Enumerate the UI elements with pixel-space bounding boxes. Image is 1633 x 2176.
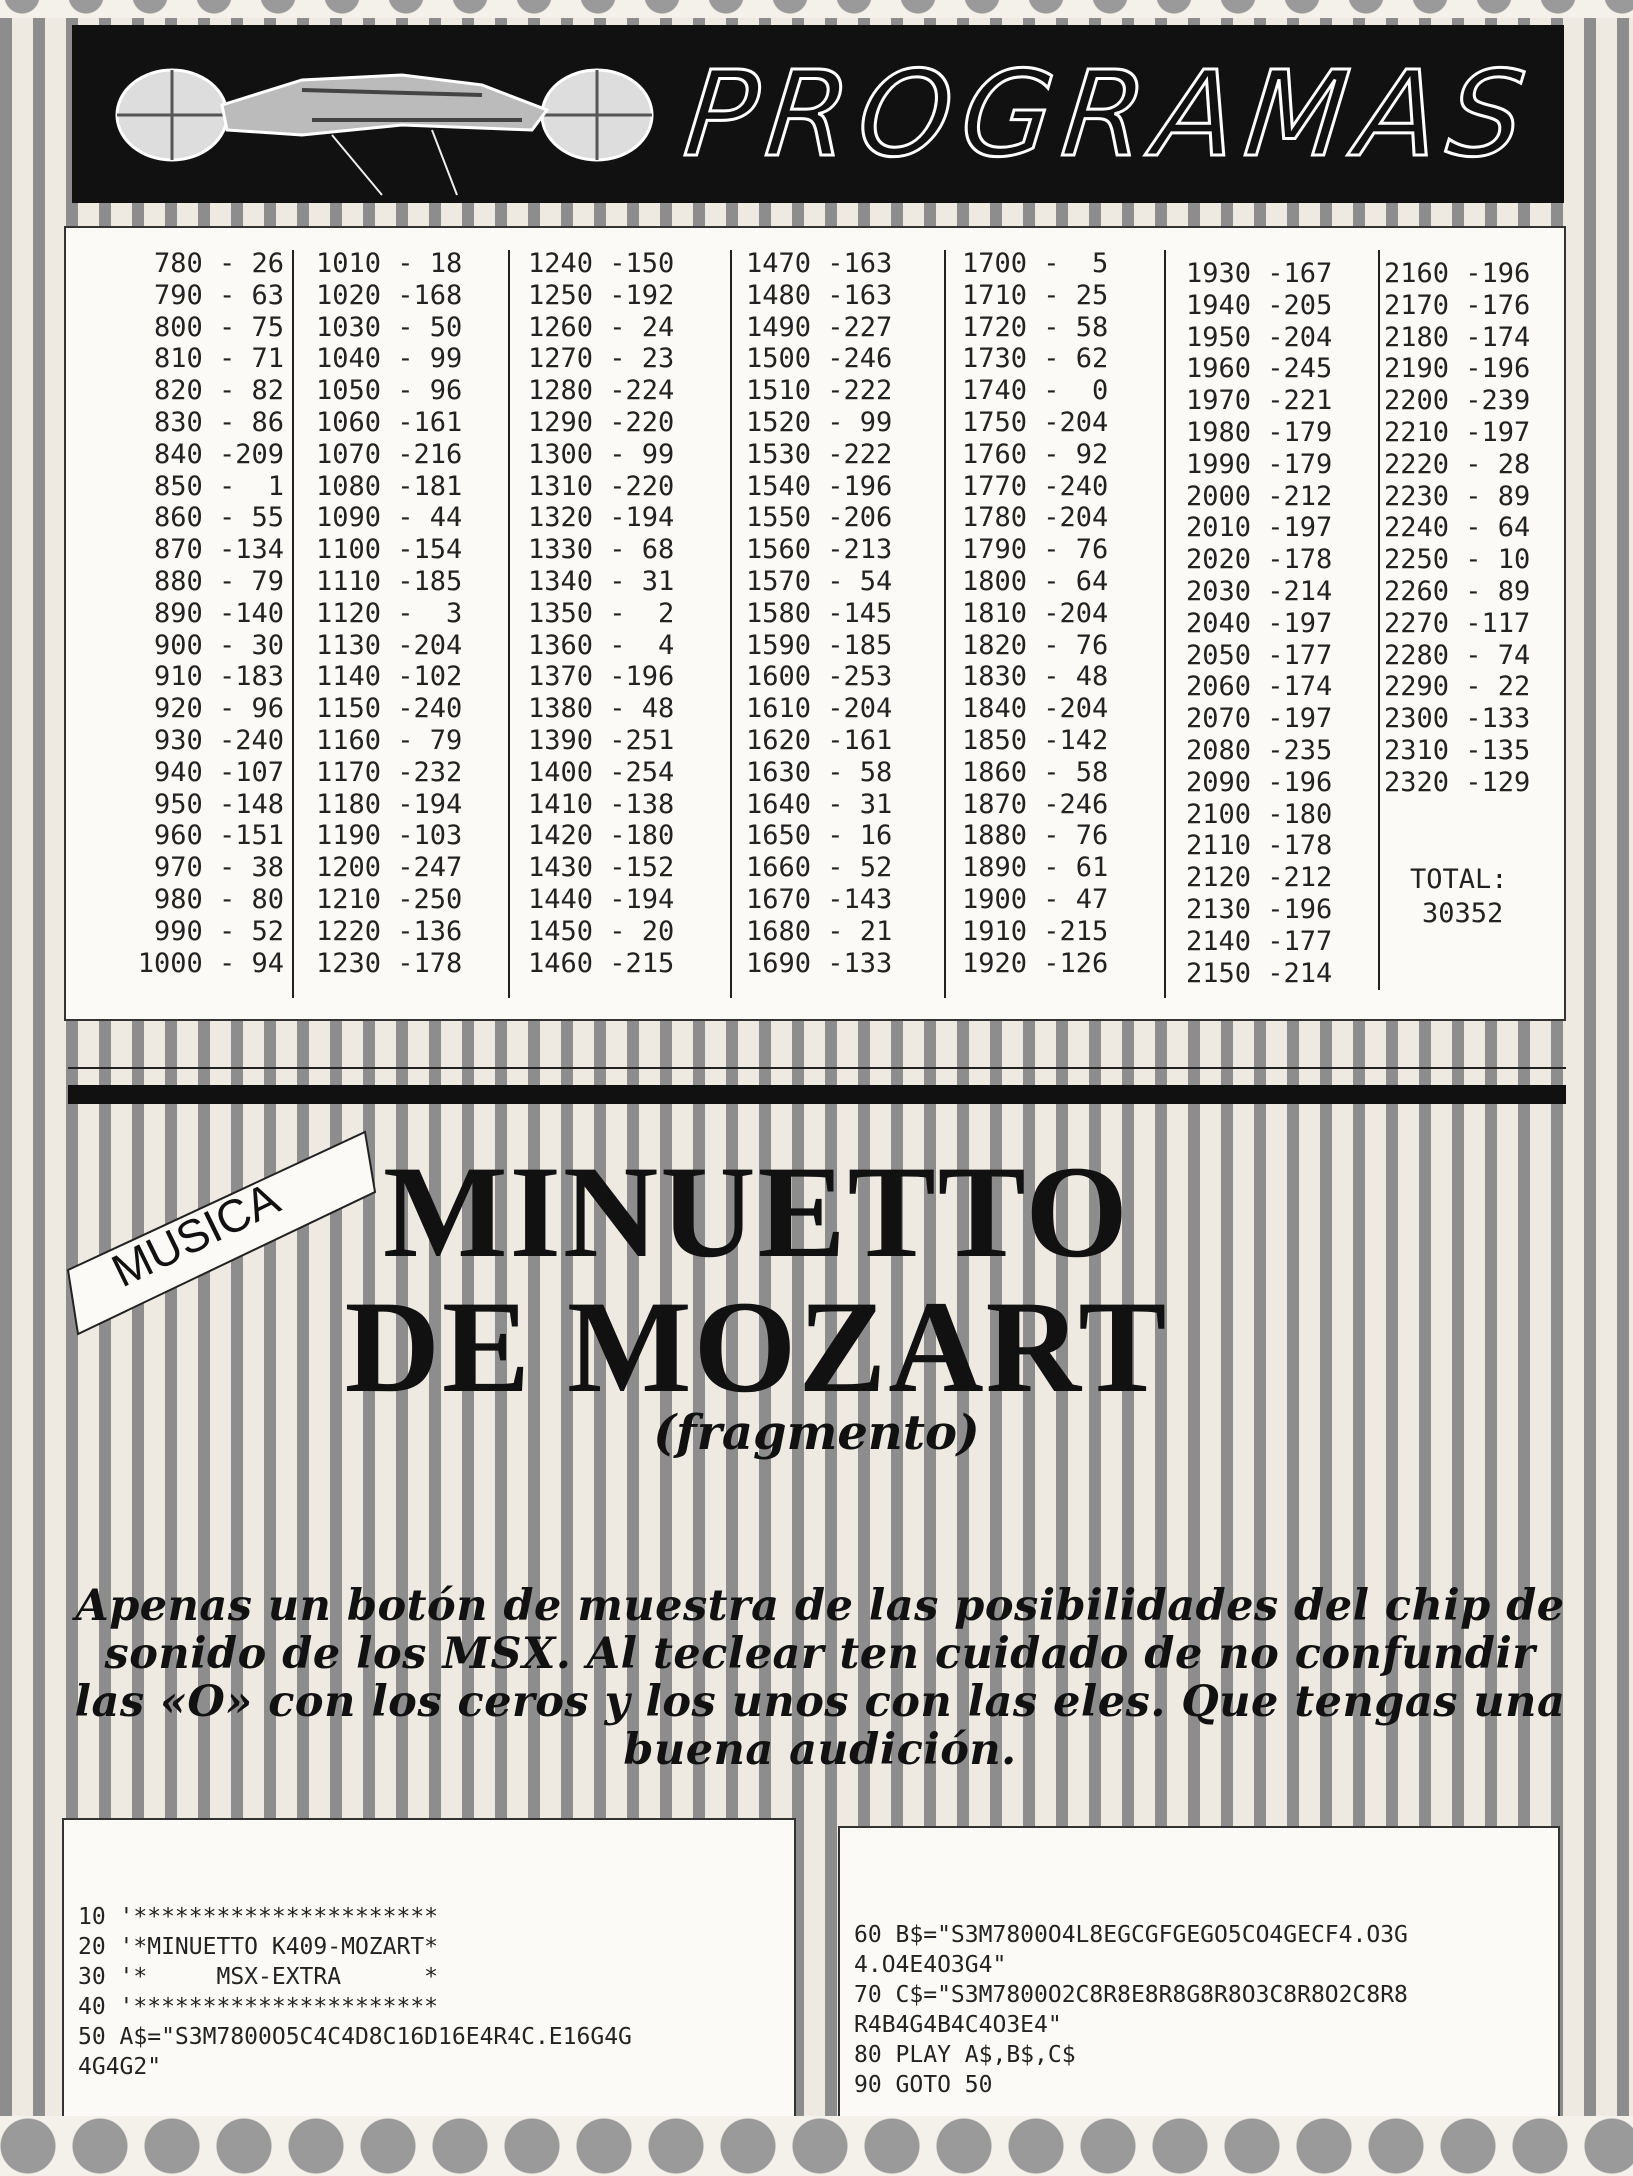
checksum-entry: 1940 -205 (1186, 289, 1333, 321)
checksum-entry: 1770 -240 (962, 470, 1109, 502)
checksum-entry: 1330 - 68 (528, 534, 675, 566)
checksum-entry: 1890 - 61 (962, 852, 1109, 884)
checksum-entry: 1800 - 64 (962, 565, 1109, 597)
checksum-entry: 2090 -196 (1186, 766, 1333, 798)
checksum-entry: 1860 - 58 (962, 756, 1109, 788)
checksum-entry: 1480 -163 (746, 279, 893, 311)
checksum-entry: 1820 - 76 (962, 629, 1109, 661)
column-divider (730, 250, 732, 998)
checksum-entry: 1270 - 23 (528, 343, 675, 375)
checksum-entry: 2110 -178 (1186, 830, 1333, 862)
checksum-entry: 970 - 38 (153, 852, 284, 884)
checksum-entry: 1490 -227 (746, 311, 893, 343)
checksum-entry: 2240 - 64 (1384, 512, 1531, 544)
checksum-entry: 1930 -167 (1186, 258, 1333, 289)
checksum-entry: 900 - 30 (153, 629, 284, 661)
checksum-entry: 1620 -161 (746, 724, 893, 756)
checksum-entry: 1720 - 58 (962, 311, 1109, 343)
code-line: R4B4G4B4C4O3E4" (854, 2012, 1062, 2038)
column-divider (944, 250, 946, 998)
checksum-entry: 1360 - 4 (528, 629, 675, 661)
checksum-entry: 1950 -204 (1186, 321, 1333, 353)
checksum-entry: 910 -183 (153, 661, 284, 693)
checksum-entry: 860 - 55 (153, 502, 284, 534)
column-divider (292, 250, 294, 998)
code-line: 60 B$="S3M7800O4L8EGCGFGEGO5CO4GECF4.O3G (854, 1922, 1408, 1948)
checksum-entry: 1000 - 94 (137, 947, 284, 979)
table-column-6 (1186, 258, 1332, 989)
checksum-entry: 1310 -220 (528, 470, 675, 502)
checksum-entry: 2320 -129 (1384, 766, 1531, 798)
checksum-entry: 990 - 52 (153, 915, 284, 947)
code-line: 90 GOTO 50 (854, 2072, 993, 2098)
checksum-entry: 2050 -177 (1186, 639, 1333, 671)
checksum-entry: 950 -148 (153, 788, 284, 820)
checksum-entry: 1410 -138 (528, 788, 675, 820)
basic-listing-right (838, 1826, 1560, 2126)
checksum-entry: 2060 -174 (1186, 671, 1333, 703)
column-divider (1164, 250, 1166, 998)
checksum-entry: 800 - 75 (153, 311, 284, 343)
checksum-entry: 2290 - 22 (1384, 671, 1531, 703)
checksum-entry: 890 -140 (153, 597, 284, 629)
checksum-entry: 2120 -212 (1186, 862, 1333, 894)
checksum-entry: 790 - 63 (153, 279, 284, 311)
checksum-entry: 830 - 86 (153, 406, 284, 438)
checksum-entry: 1870 -246 (962, 788, 1109, 820)
checksum-entry: 1550 -206 (746, 502, 893, 534)
checksum-entry: 1200 -247 (316, 852, 463, 884)
checksum-entry: 1850 -142 (962, 724, 1109, 756)
checksum-entry: 1280 -224 (528, 375, 675, 407)
checksum-entry: 1760 - 92 (962, 438, 1109, 470)
checksum-entry: 1540 -196 (746, 470, 893, 502)
checksum-entry: 1910 -215 (962, 915, 1109, 947)
checksum-entry: 1240 -150 (528, 248, 675, 279)
checksum-entry: 1350 - 2 (528, 597, 675, 629)
checksum-entry: 1150 -240 (316, 693, 463, 725)
checksum-entry: 1020 -168 (316, 279, 463, 311)
checksum-entry: 1500 -246 (746, 343, 893, 375)
table-column-7 (1384, 258, 1530, 799)
code-line: 20 '*MINUETTO K409-MOZART* (78, 1934, 439, 1960)
checksum-entry: 1710 - 25 (962, 279, 1109, 311)
checksum-entry: 1590 -185 (746, 629, 893, 661)
checksum-entry: 1440 -194 (528, 883, 675, 915)
code-line: 50 A$="S3M7800O5C4C4D8C16D16E4R4C.E16G4G (78, 2024, 632, 2050)
checksum-entry: 1450 - 20 (528, 915, 675, 947)
checksum-entry: 2070 -197 (1186, 703, 1333, 735)
checksum-entry: 1640 - 31 (746, 788, 893, 820)
checksum-entry: 1080 -181 (316, 470, 463, 502)
checksum-entry: 2020 -178 (1186, 544, 1333, 576)
checksum-entry: 1730 - 62 (962, 343, 1109, 375)
total-value: 30352 (1422, 898, 1504, 929)
checksum-entry: 1420 -180 (528, 820, 675, 852)
checksum-entry: 2130 -196 (1186, 893, 1333, 925)
code-line: 70 C$="S3M7800O2C8R8E8R8G8R8O3C8R8O2C8R8 (854, 1982, 1408, 2008)
table-column-2 (316, 248, 462, 979)
checksum-entry: 1220 -136 (316, 915, 463, 947)
checksum-entry: 1070 -216 (316, 438, 463, 470)
checksum-entry: 1130 -204 (316, 629, 463, 661)
checksum-entry: 2190 -196 (1384, 353, 1531, 385)
checksum-entry: 1230 -178 (316, 947, 463, 979)
checksum-entry: 1030 - 50 (316, 311, 463, 343)
checksum-entry: 1580 -145 (746, 597, 893, 629)
checksum-entry: 2030 -214 (1186, 575, 1333, 607)
code-line: 40 '********************** (78, 1994, 439, 2020)
checksum-entry: 1570 - 54 (746, 565, 893, 597)
checksum-entry: 920 - 96 (153, 693, 284, 725)
checksum-entry: 2040 -197 (1186, 607, 1333, 639)
checksum-entry: 2270 -117 (1384, 607, 1531, 639)
checksum-entry: 1210 -250 (316, 883, 463, 915)
checksum-entry: 820 - 82 (153, 375, 284, 407)
checksum-entry: 2160 -196 (1384, 258, 1531, 289)
checksum-entry: 1050 - 96 (316, 375, 463, 407)
checksum-entry: 1560 -213 (746, 534, 893, 566)
basic-listing-left (62, 1818, 796, 2138)
code-line: 10 '********************** (78, 1904, 439, 1930)
checksum-entry: 1320 -194 (528, 502, 675, 534)
listing-lines (78, 1902, 632, 2082)
checksum-entry: 1260 - 24 (528, 311, 675, 343)
column-divider (508, 250, 510, 998)
table-column-4 (746, 248, 892, 979)
checksum-entry: 2010 -197 (1186, 512, 1333, 544)
checksum-entry: 2200 -239 (1384, 385, 1531, 417)
listing-lines (854, 1920, 1408, 2100)
checksum-entry: 1010 - 18 (316, 248, 463, 279)
code-line: 30 '* MSX-EXTRA * (78, 1964, 439, 1990)
checksum-entry: 2280 - 74 (1384, 639, 1531, 671)
checksum-entry: 930 -240 (153, 724, 284, 756)
checksum-entry: 980 - 80 (153, 883, 284, 915)
checksum-entry: 1990 -179 (1186, 448, 1333, 480)
checksum-entry: 2000 -212 (1186, 480, 1333, 512)
checksum-entry: 1250 -192 (528, 279, 675, 311)
column-divider (1378, 250, 1380, 990)
code-line: 80 PLAY A$,B$,C$ (854, 2042, 1076, 2068)
checksum-entry: 940 -107 (153, 756, 284, 788)
checksum-entry: 1830 - 48 (962, 661, 1109, 693)
checksum-entry: 850 - 1 (153, 470, 284, 502)
checksum-entry: 1650 - 16 (746, 820, 893, 852)
article-intro: Apenas un botón de muestra de las posibilidades del chip de sonido de los MSX. Al teclear ten cuidado de no confundir las «O» con los ceros y los unos con las eles. Que tengas una buena audición. (74, 1581, 1566, 1775)
checksum-entry: 1300 - 99 (528, 438, 675, 470)
checksum-table (64, 226, 1566, 1021)
checksum-entry: 2210 -197 (1384, 416, 1531, 448)
checksum-entry: 1690 -133 (746, 947, 893, 979)
checksum-entry: 1840 -204 (962, 693, 1109, 725)
checksum-entry: 1900 - 47 (962, 883, 1109, 915)
checksum-entry: 960 -151 (153, 820, 284, 852)
checksum-entry: 2260 - 89 (1384, 575, 1531, 607)
checksum-entry: 1390 -251 (528, 724, 675, 756)
checksum-entry: 1460 -215 (528, 947, 675, 979)
checksum-entry: 1160 - 79 (316, 724, 463, 756)
table-column-5 (962, 248, 1108, 979)
divider-thin (68, 1067, 1566, 1069)
checksum-entry: 1920 -126 (962, 947, 1109, 979)
checksum-entry: 1740 - 0 (962, 375, 1109, 407)
checksum-entry: 1660 - 52 (746, 852, 893, 884)
checksum-entry: 1180 -194 (316, 788, 463, 820)
checksum-entry: 1100 -154 (316, 534, 463, 566)
checksum-entry: 810 - 71 (153, 343, 284, 375)
checksum-entry: 880 - 79 (153, 565, 284, 597)
checksum-entry: 1370 -196 (528, 661, 675, 693)
header-banner (72, 25, 1564, 203)
checksum-entry: 1530 -222 (746, 438, 893, 470)
checksum-entry: 1810 -204 (962, 597, 1109, 629)
section-tag-label: MUSICA (103, 1171, 288, 1297)
page-section-title: PROGRAMAS (679, 45, 1542, 183)
checksum-entry: 1110 -185 (316, 565, 463, 597)
checksum-entry: 1960 -245 (1186, 353, 1333, 385)
checksum-entry: 1970 -221 (1186, 385, 1333, 417)
checksum-entry: 2080 -235 (1186, 734, 1333, 766)
checksum-entry: 1170 -232 (316, 756, 463, 788)
checksum-entry: 1190 -103 (316, 820, 463, 852)
checksum-entry: 2100 -180 (1186, 798, 1333, 830)
article-subtitle: (fragmento) (653, 1405, 980, 1461)
checksum-entry: 840 -209 (153, 438, 284, 470)
checksum-entry: 1700 - 5 (962, 248, 1109, 279)
checksum-entry: 1630 - 58 (746, 756, 893, 788)
checksum-entry: 2300 -133 (1384, 703, 1531, 735)
article-title-line2: DE MOZART (344, 1273, 1169, 1420)
table-column-1 (96, 248, 284, 979)
checksum-entry: 1880 - 76 (962, 820, 1109, 852)
spaceship-illustration (102, 35, 662, 200)
checksum-entry: 1680 - 21 (746, 915, 893, 947)
checksum-entry: 1140 -102 (316, 661, 463, 693)
checksum-entry: 2250 - 10 (1384, 544, 1531, 576)
checksum-entry: 870 -134 (153, 534, 284, 566)
checksum-entry: 1040 - 99 (316, 343, 463, 375)
divider-thick (68, 1085, 1566, 1104)
checksum-entry: 1790 - 76 (962, 534, 1109, 566)
checksum-entry: 1600 -253 (746, 661, 893, 693)
checksum-entry: 2150 -214 (1186, 957, 1333, 989)
checksum-entry: 2230 - 89 (1384, 480, 1531, 512)
table-column-3 (528, 248, 674, 979)
checksum-entry: 1060 -161 (316, 406, 463, 438)
top-dot-border (0, 0, 1633, 18)
checksum-entry: 1510 -222 (746, 375, 893, 407)
checksum-entry: 1780 -204 (962, 502, 1109, 534)
checksum-entry: 1290 -220 (528, 406, 675, 438)
checksum-entry: 1380 - 48 (528, 693, 675, 725)
total-label: TOTAL: (1410, 864, 1508, 895)
checksum-entry: 1670 -143 (746, 883, 893, 915)
checksum-entry: 2310 -135 (1384, 734, 1531, 766)
bottom-dot-border (0, 2116, 1633, 2176)
checksum-entry: 1470 -163 (746, 248, 893, 279)
checksum-entry: 1090 - 44 (316, 502, 463, 534)
checksum-entry: 1120 - 3 (316, 597, 463, 629)
code-line: 4.O4E4O3G4" (854, 1952, 1007, 1978)
checksum-entry: 2140 -177 (1186, 925, 1333, 957)
checksum-entry: 2220 - 28 (1384, 448, 1531, 480)
checksum-entry: 2180 -174 (1384, 321, 1531, 353)
checksum-entry: 1610 -204 (746, 693, 893, 725)
checksum-entry: 2170 -176 (1384, 289, 1531, 321)
checksum-entry: 1430 -152 (528, 852, 675, 884)
checksum-entry: 1340 - 31 (528, 565, 675, 597)
checksum-entry: 1400 -254 (528, 756, 675, 788)
checksum-entry: 1750 -204 (962, 406, 1109, 438)
checksum-entry: 1980 -179 (1186, 416, 1333, 448)
code-line: 4G4G2" (78, 2054, 162, 2080)
checksum-entry: 780 - 26 (153, 248, 284, 279)
checksum-entry: 1520 - 99 (746, 406, 893, 438)
article-title-line1: MINUETTO (382, 1138, 1131, 1285)
